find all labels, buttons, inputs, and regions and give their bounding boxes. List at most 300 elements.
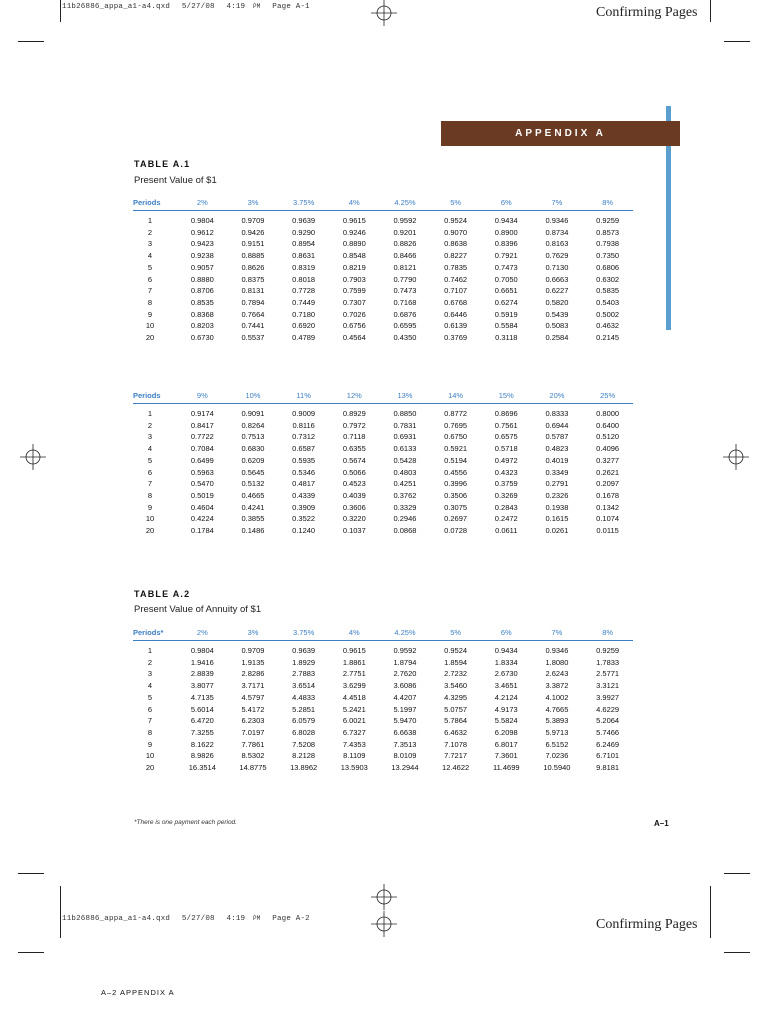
value-cell: 0.6663 [545,274,569,284]
table-a2-subtitle: Present Value of Annuity of $1 [134,604,262,615]
value-cell: 7.4353 [342,739,366,749]
value-cell: 0.4251 [393,479,417,489]
value-cell: 2.7751 [342,669,366,679]
value-cell: 13.2944 [391,763,419,773]
value-cell: 3.4651 [494,681,518,691]
value-cell: 0.7050 [494,274,518,284]
value-cell: 14.8775 [239,763,267,773]
value-cell: 0.7903 [342,274,366,284]
table-row [133,513,633,525]
value-cell: 0.4604 [190,502,214,512]
value-cell: 0.2697 [444,514,468,524]
value-cell: 0.5066 [342,467,366,477]
value-cell: 0.3329 [393,502,417,512]
period-cell: 8 [147,297,153,307]
value-cell: 0.7664 [241,309,265,319]
table-row [133,285,633,297]
slug-line [62,3,317,11]
value-cell: 0.8000 [596,409,620,418]
value-cell: 0.9174 [190,409,214,418]
value-cell: 0.6806 [596,262,620,272]
value-cell: 0.4564 [342,333,366,343]
value-cell: 16.3514 [188,763,216,773]
value-cell: 0.0728 [444,526,468,536]
table-row [133,525,633,537]
table-row [133,715,633,727]
registration-mark-icon [723,444,749,470]
table-row [133,332,633,344]
table-row [133,320,633,332]
rate-header: 12% [329,389,380,404]
value-cell: 0.3996 [444,479,468,489]
value-cell: 0.8131 [241,286,265,296]
value-cell: 0.7350 [596,251,620,261]
table-row [133,211,633,227]
footnote: *There is one payment each period. [134,819,237,826]
rate-header: 15% [481,389,532,404]
period-cell: 9 [147,309,153,319]
value-cell: 3.6514 [292,681,316,691]
value-cell: 0.2621 [596,467,620,477]
value-cell: 0.9091 [241,409,265,418]
value-cell: 2.8286 [241,669,265,679]
value-cell: 4.5797 [241,692,265,702]
value-cell: 8.0109 [393,751,417,761]
value-cell: 0.8885 [241,251,265,261]
value-cell: 0.9151 [241,239,265,249]
value-cell: 0.9246 [342,227,366,237]
rate-header: 6% [481,196,532,211]
period-cell: 3 [147,669,153,679]
value-cell: 0.3909 [292,502,316,512]
slug-date: 5/27/08 [181,915,215,923]
value-cell: 3.7171 [241,681,265,691]
value-cell: 0.5787 [545,432,569,442]
value-cell: 0.6830 [241,444,265,454]
value-cell: 0.7938 [596,239,620,249]
value-cell: 0.9709 [241,646,265,655]
registration-mark-icon [371,911,397,937]
value-cell: 0.3606 [342,502,366,512]
value-cell: 0.7449 [292,297,316,307]
period-cell: 1 [147,216,153,225]
value-cell: 0.9238 [190,251,214,261]
value-cell: 0.5194 [444,455,468,465]
value-cell: 0.4323 [494,467,518,477]
table-a1-block-1 [133,196,633,344]
value-cell: 0.4350 [393,333,417,343]
period-cell: 20 [145,763,155,773]
period-cell: 1 [147,646,153,655]
value-cell: 0.1678 [596,490,620,500]
value-cell: 0.4789 [292,333,316,343]
value-cell: 0.7441 [241,321,265,331]
value-cell: 0.9290 [292,227,316,237]
value-cell: 0.9009 [292,409,316,418]
period-cell: 9 [147,502,153,512]
value-cell: 1.7833 [596,657,620,667]
value-cell: 0.9346 [545,216,569,225]
value-cell: 3.8077 [190,681,214,691]
value-cell: 1.9416 [190,657,214,667]
value-cell: 0.6133 [393,444,417,454]
value-cell: 0.6355 [342,444,366,454]
table-row [133,309,633,321]
value-cell: 0.8850 [393,409,417,418]
value-cell: 0.8929 [342,409,366,418]
value-cell: 0.7168 [393,297,417,307]
period-cell: 4 [147,681,153,691]
value-cell: 0.4339 [292,490,316,500]
rate-header: 8% [582,196,633,211]
value-cell: 0.7473 [494,262,518,272]
value-cell: 5.3893 [545,716,569,726]
trim-mark [724,873,750,874]
value-cell: 0.1037 [342,526,366,536]
value-cell: 0.7921 [494,251,518,261]
value-cell: 1.8929 [292,657,316,667]
trim-mark [18,952,44,953]
trim-mark [710,0,711,22]
page-number: A–1 [654,819,669,828]
value-cell: 0.9639 [292,646,316,655]
value-cell: 0.6274 [494,297,518,307]
rate-header: 11% [278,389,329,404]
value-cell: 2.8839 [190,669,214,679]
value-cell: 0.6446 [444,309,468,319]
value-cell: 0.9612 [190,227,214,237]
period-cell: 7 [147,716,153,726]
table-row [133,478,633,490]
value-cell: 0.5132 [241,479,265,489]
value-cell: 6.8028 [292,727,316,737]
value-cell: 2.7883 [292,669,316,679]
value-cell: 1.8861 [342,657,366,667]
table-a2-title: TABLE A.2 [134,589,191,599]
value-cell: 0.2791 [545,479,569,489]
value-cell: 1.8080 [545,657,569,667]
value-cell: 0.4823 [545,444,569,454]
value-cell: 0.6499 [190,455,214,465]
value-cell: 0.5428 [393,455,417,465]
table-row [133,227,633,239]
value-cell: 3.6299 [342,681,366,691]
rate-header: 7% [532,196,583,211]
value-cell: 0.8417 [190,420,214,430]
value-cell: 0.9434 [494,646,518,655]
value-cell: 0.8638 [444,239,468,249]
value-cell: 7.7861 [241,739,265,749]
value-cell: 0.3506 [444,490,468,500]
period-cell: 5 [147,692,153,702]
table-row [133,704,633,716]
value-cell: 2.6243 [545,669,569,679]
period-cell: 20 [145,526,155,536]
value-cell: 5.9470 [393,716,417,726]
period-cell: 3 [147,239,153,249]
value-cell: 0.6920 [292,321,316,331]
value-cell: 0.8203 [190,321,214,331]
value-cell: 0.0115 [596,526,619,536]
value-cell: 10.5940 [543,763,571,773]
value-cell: 0.2472 [494,514,518,524]
table-row [133,238,633,250]
slug-ampm: PM [252,3,261,10]
value-cell: 0.7722 [190,432,214,442]
value-cell: 3.5460 [444,681,468,691]
trim-mark [60,0,61,22]
value-cell: 0.7561 [494,420,518,430]
value-cell: 0.5921 [444,444,468,454]
value-cell: 0.2584 [545,333,569,343]
period-cell: 7 [147,286,153,296]
value-cell: 0.7835 [444,262,468,272]
registration-mark-icon [20,444,46,470]
value-cell: 0.8466 [393,251,417,261]
value-cell: 0.4523 [342,479,366,489]
value-cell: 0.9804 [190,216,214,225]
table-row [133,431,633,443]
value-cell: 0.5439 [545,309,569,319]
trim-mark [724,952,750,953]
value-cell: 0.9804 [190,646,214,655]
value-cell: 0.4632 [596,321,620,331]
value-cell: 0.8396 [494,239,518,249]
value-cell: 6.2469 [596,739,620,749]
trim-mark [18,41,44,42]
value-cell: 7.7217 [444,751,468,761]
value-cell: 0.5645 [241,467,265,477]
slug-ampm: PM [252,915,261,922]
value-cell: 4.4518 [342,692,366,702]
value-cell: 0.7462 [444,274,468,284]
rate-header: 2% [177,196,228,211]
value-cell: 0.9426 [241,227,265,237]
value-cell: 0.7084 [190,444,214,454]
header-row [133,196,633,211]
trim-mark [710,886,711,938]
value-cell: 0.3349 [545,467,569,477]
slug-date: 5/27/08 [181,3,215,11]
period-cell: 10 [145,321,155,331]
trim-mark [18,873,44,874]
period-cell: 8 [147,727,153,737]
value-cell: 0.5835 [596,286,620,296]
value-cell: 3.6086 [393,681,417,691]
value-cell: 4.4833 [292,692,316,702]
trim-mark [60,886,61,938]
period-cell: 20 [145,333,155,343]
period-cell: 5 [147,262,153,272]
table-row [133,274,633,286]
value-cell: 0.8375 [241,274,265,284]
trim-mark [724,41,750,42]
value-cell: 0.8264 [241,420,265,430]
value-cell: 0.4224 [190,514,214,524]
value-cell: 0.8573 [596,227,620,237]
value-cell: 0.9592 [393,216,417,225]
value-cell: 0.2145 [596,333,620,343]
rate-header: 7% [532,626,583,641]
periods-header: Periods* [133,626,177,641]
rate-header: 6% [481,626,532,641]
value-cell: 0.5470 [190,479,214,489]
value-cell: 0.9346 [545,646,569,655]
value-cell: 0.8772 [444,409,468,418]
value-cell: 1.8594 [444,657,468,667]
value-cell: 0.4665 [241,490,265,500]
table-a1-block-2 [133,389,633,537]
value-cell: 0.7180 [292,309,316,319]
value-cell: 0.6587 [292,444,316,454]
value-cell: 0.3220 [342,514,366,524]
value-cell: 8.5302 [241,751,265,761]
value-cell: 0.7894 [241,297,265,307]
table-row [133,443,633,455]
value-cell: 0.7312 [292,432,316,442]
value-cell: 0.4039 [342,490,366,500]
value-cell: 0.8706 [190,286,214,296]
value-cell: 0.4556 [444,467,468,477]
value-cell: 0.8018 [292,274,316,284]
table-a2-block-1 [133,626,633,774]
value-cell: 3.9927 [596,692,620,702]
value-cell: 11.4699 [492,763,520,773]
value-cell: 0.6302 [596,274,620,284]
period-cell: 10 [145,514,155,524]
value-cell: 5.2851 [292,704,316,714]
table-a1-subtitle: Present Value of $1 [134,175,217,186]
value-cell: 0.8826 [393,239,417,249]
value-cell: 13.5903 [340,763,368,773]
value-cell: 0.5935 [292,455,316,465]
period-cell: 8 [147,490,153,500]
period-cell: 6 [147,274,153,284]
value-cell: 0.2097 [596,479,620,489]
value-cell: 1.9135 [241,657,265,667]
value-cell: 4.7135 [190,692,214,702]
value-cell: 0.6139 [444,321,468,331]
rate-header: 2% [177,626,228,641]
value-cell: 0.4241 [241,502,265,512]
rate-header: 9% [177,389,228,404]
value-cell: 0.5346 [292,467,316,477]
period-cell: 4 [147,444,153,454]
value-cell: 5.1997 [393,704,417,714]
confirming-pages-label: Confirming Pages [596,5,698,20]
value-cell: 5.9713 [545,727,569,737]
table-row [133,250,633,262]
value-cell: 12.4622 [442,763,470,773]
value-cell: 7.3601 [494,751,518,761]
value-cell: 0.5674 [342,455,366,465]
value-cell: 0.8121 [393,262,417,272]
value-cell: 0.7307 [342,297,366,307]
value-cell: 5.2421 [342,704,366,714]
value-cell: 4.2124 [494,692,518,702]
table-row [133,680,633,692]
value-cell: 0.9524 [444,646,468,655]
header-row [133,626,633,641]
value-cell: 2.6730 [494,669,518,679]
slug-page: Page A-1 [272,3,310,11]
table-row [133,404,633,420]
value-cell: 0.8163 [545,239,569,249]
value-cell: 7.5208 [292,739,316,749]
value-cell: 0.3277 [596,455,620,465]
value-cell: 0.8319 [292,262,316,272]
value-cell: 0.5120 [596,432,620,442]
value-cell: 0.8116 [292,420,315,430]
rate-header: 3.75% [278,626,329,641]
period-cell: 2 [147,420,153,430]
value-cell: 0.6876 [393,309,417,319]
value-cell: 6.0021 [342,716,366,726]
value-cell: 0.7629 [545,251,569,261]
value-cell: 0.9434 [494,216,518,225]
table-row [133,692,633,704]
period-cell: 7 [147,479,153,489]
value-cell: 7.0236 [545,751,569,761]
value-cell: 0.0261 [545,526,569,536]
registration-mark-icon [371,884,397,910]
value-cell: 0.8368 [190,309,214,319]
value-cell: 0.7026 [342,309,366,319]
value-cell: 2.5771 [596,669,620,679]
registration-mark-icon [371,0,397,26]
period-cell: 9 [147,739,153,749]
table-row [133,297,633,309]
header-row [133,389,633,404]
slug-file: 11b26886_appa_a1-a4.qxd [62,3,171,11]
value-cell: 7.1078 [444,739,468,749]
value-cell: 6.2303 [241,716,265,726]
value-cell: 0.6227 [545,286,569,296]
value-cell: 0.9639 [292,216,316,225]
period-cell: 10 [145,751,155,761]
value-cell: 0.6730 [190,333,214,343]
value-cell: 0.7513 [241,432,265,442]
value-cell: 0.4019 [545,455,569,465]
value-cell: 5.4172 [241,704,265,714]
value-cell: 0.6595 [393,321,417,331]
value-cell: 0.7831 [393,420,417,430]
value-cell: 0.6651 [494,286,518,296]
rate-header: 5% [430,626,481,641]
rate-header: 4% [329,626,380,641]
value-cell: 3.3121 [596,681,620,691]
slug-time: 4:19 [226,915,246,923]
value-cell: 5.5824 [494,716,518,726]
value-cell: 0.8333 [545,409,569,418]
rate-header: 4.25% [380,196,431,211]
value-cell: 1.8334 [494,657,518,667]
value-cell: 0.9423 [190,239,214,249]
value-cell: 6.7327 [342,727,366,737]
value-cell: 0.8890 [342,239,366,249]
table-a1-title: TABLE A.1 [134,159,191,169]
table-row [133,467,633,479]
value-cell: 5.6014 [190,704,214,714]
value-cell: 0.5963 [190,467,214,477]
value-cell: 0.4803 [393,467,417,477]
value-cell: 0.7695 [444,420,468,430]
rate-header: 25% [582,389,633,404]
value-cell: 0.5002 [596,309,620,319]
table-row [133,750,633,762]
rate-header: 14% [430,389,481,404]
value-cell: 5.0757 [444,704,468,714]
